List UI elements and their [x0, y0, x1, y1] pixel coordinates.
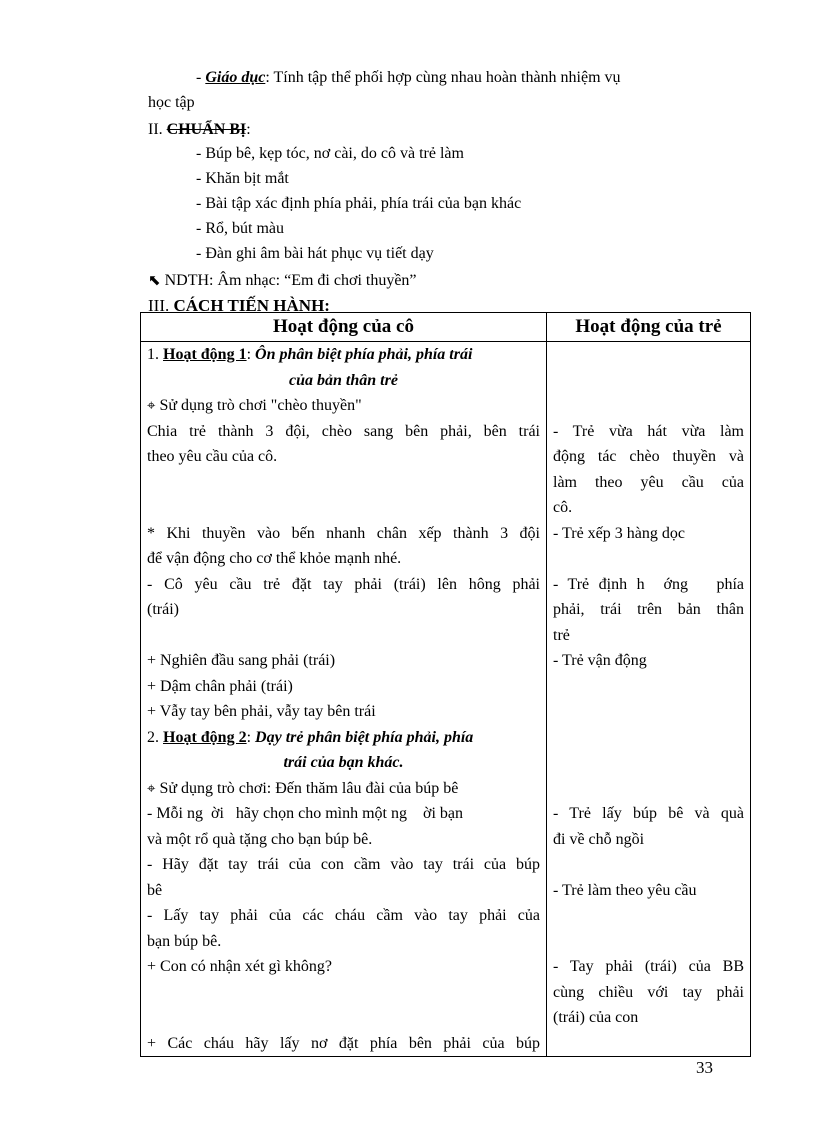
activity-2-title: Dạy trẻ phân biệt phía phải, phía [255, 728, 474, 746]
child-line: (trái) của con [553, 1009, 639, 1026]
goal-prefix: - [196, 69, 206, 86]
child-line: đi về chỗ ngồi [553, 830, 645, 848]
child-line [553, 368, 744, 394]
child-line [553, 725, 744, 751]
teacher-line: + Nghiên đầu sang phải (trái) [147, 652, 336, 669]
child-line: - Trẻ vận động [553, 652, 647, 669]
blank-line [147, 470, 540, 496]
child-line [553, 852, 744, 878]
blank-line [147, 1005, 540, 1031]
teacher-line: để vận động cho cơ thể khỏe mạnh nhé. [147, 550, 402, 567]
teacher-line: - Mỗi ng ời hãy chọn cho mình một ng ời bạn [147, 805, 463, 822]
goal-label: Giáo dục [205, 69, 266, 86]
child-line: động tác chèo thuyền và [553, 448, 744, 465]
activity-2-label: Hoạt động 2 [163, 728, 247, 746]
teacher-line: bạn búp bê. [147, 932, 222, 950]
teacher-line: bê [147, 881, 163, 899]
child-line [553, 776, 744, 802]
prep-item: - Đàn ghi âm bài hát phục vụ tiết dạy [196, 245, 434, 262]
child-line [553, 546, 744, 572]
child-line: - Tay phải (trái) của BB [553, 958, 744, 975]
child-line: làm theo yêu cầu của [553, 473, 744, 491]
child-line: - Trẻ vừa hát vừa làm [553, 422, 744, 440]
teacher-line: + Con có nhận xét gì không? [147, 958, 332, 975]
child-line [553, 674, 744, 700]
child-line [553, 393, 744, 419]
teacher-line: theo yêu cầu của cô. [147, 448, 278, 465]
teacher-line: + Các cháu hãy lấy nơ đặt phía bên phải của búp [147, 1034, 540, 1052]
blank-line [147, 495, 540, 521]
prep-item: - Bài tập xác định phía phải, phía trái của bạn khác [196, 195, 522, 212]
child-line [553, 929, 744, 955]
activity-1-title: Ôn phân biệt phía phải, phía trái [255, 346, 473, 363]
teacher-line: (trái) [147, 601, 179, 618]
teacher-line: và một rổ quà tặng cho bạn búp bê. [147, 830, 373, 848]
teacher-line: * Khi thuyền vào bến nhanh chân xếp thành 3 đội [147, 524, 540, 542]
section-3-number: III. [148, 296, 174, 315]
prep-item: - Rổ, bút màu [196, 220, 284, 237]
section-2-title: CHUẨN BỊ [166, 121, 247, 138]
crosshair-icon: ⌖ [147, 778, 156, 797]
section-2-heading [148, 120, 251, 140]
activity-1-label: Hoạt động 1 [163, 346, 247, 363]
child-line: cùng chiều với tay phải [553, 983, 744, 1001]
child-line [553, 1031, 744, 1057]
teacher-line: - Hãy đặt tay trái của con cầm vào tay trái của búp [147, 856, 540, 873]
activity-heading-cont: trái của bạn khác. [283, 754, 404, 771]
blank-line [147, 623, 540, 649]
section-2-number: II. [148, 121, 167, 138]
ndth-text: NDTH: Âm nhạc: “Em đi chơi thuyền” [160, 272, 417, 289]
section-2-colon: : [246, 121, 251, 138]
child-line [553, 699, 744, 725]
child-line: trẻ [553, 626, 570, 644]
child-line [553, 750, 744, 776]
goal-continuation: học tập [148, 94, 195, 111]
child-line: - Trẻ định h ớng phía [553, 575, 744, 593]
teacher-line: - Cô yêu cầu trẻ đặt tay phải (trái) lên hông phải [147, 575, 540, 593]
teacher-activities [141, 342, 547, 1057]
activity-heading-cont: của bản thân trẻ [289, 371, 398, 389]
page-number: 33 [696, 1058, 713, 1077]
child-line: - Trẻ xếp 3 hàng dọc [553, 524, 685, 542]
blank-line [147, 980, 540, 1006]
ndth-line [148, 270, 417, 291]
child-line [553, 342, 744, 368]
child-line: - Trẻ lấy búp bê và quà [553, 805, 744, 822]
activity-heading: 1. Hoạt động 1: Ôn phân biệt phía phải, phía trái [147, 346, 473, 363]
child-line: phải, trái trên bản thân [553, 601, 744, 618]
teacher-line: + Vẫy tay bên phải, vẫy tay bên trái [147, 703, 376, 720]
goal-line [196, 68, 621, 88]
teacher-line: Chia trẻ thành 3 đội, chèo sang bên phải, bên trái [147, 422, 540, 440]
activity-heading: 2. Hoạt động 2: Dạy trẻ phân biệt phía phải, phía [147, 728, 474, 746]
child-line: cô. [553, 499, 573, 516]
child-line [553, 903, 744, 929]
prep-item: - Búp bê, kẹp tóc, nơ cài, do cô và trẻ làm [196, 145, 464, 162]
prep-item: - Khăn bịt mắt [196, 170, 289, 187]
child-line: - Trẻ làm theo yêu cầu [553, 881, 697, 899]
game-line: ⌖ Sử dụng trò chơi: Đến thăm lâu đài của búp bê [147, 778, 459, 797]
section-3-title: CÁCH TIẾN HÀNH: [173, 296, 330, 315]
child-activities [547, 342, 751, 1057]
goal-text: : Tính tập thể phối hợp cùng nhau hoàn thành nhiệm vụ [265, 69, 621, 86]
crosshair-icon: ⌖ [147, 396, 156, 414]
child-column-header: Hoạt động của trẻ [547, 313, 751, 342]
activity-table [140, 312, 751, 1057]
teacher-line: - Lấy tay phải của các cháu cầm vào tay phải của [147, 907, 540, 924]
teacher-column-header: Hoạt động của cô [141, 313, 547, 342]
teacher-line: + Dậm chân phải (trái) [147, 677, 293, 695]
game-line: ⌖ Sử dụng trò chơi "chèo thuyền" [147, 396, 362, 414]
arrow-up-left-icon: ⬉ [148, 271, 161, 289]
